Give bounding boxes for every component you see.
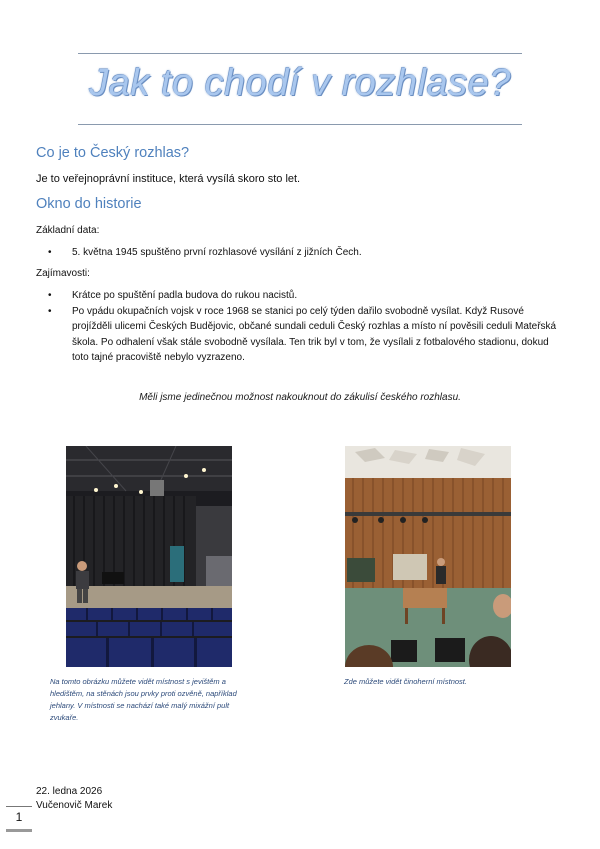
intro-note: Měli jsme jedinečnou možnost nakouknout do zákulisí českého rozhlasu.	[139, 392, 461, 403]
page-number: 1	[15, 810, 23, 824]
list-item-text: Po vpádu okupačních vojsk v roce 1968 se stanici po celý týden dařilo svobodně vysílat. Když Rusové projížděli ulicemi Českých Budějovic, občané sundali ceduli Český rozhlas a místo ní pověsili ceduli Mateřská škola. Po odhalení však stále svobodně vysílala. Ten trik byl v tom, že vysílali z fotbalového stadionu, dokud toto tajné pracoviště nebylo vyzrazeno.	[72, 305, 557, 363]
facts-label: Zajímavosti:	[36, 268, 90, 279]
page-number-box	[6, 806, 32, 832]
stage-room-caption: Na tomto obrázku můžete vidět místnost s jevištěm a hledištěm, na stěnách jsou prvky proti ozvěně, například jehlany. V místnosti se nachází také malý mixážní pult zvukaře.	[50, 677, 237, 722]
drama-room-photo	[345, 446, 511, 667]
list-item	[36, 288, 562, 304]
section-text-what-is: Je to veřejnoprávní instituce, která vysílá skoro sto let.	[36, 173, 301, 185]
stage-room-illustration	[66, 446, 232, 667]
footer-author: Vučenovič Marek	[36, 800, 113, 811]
section-heading-history: Okno do historie	[36, 196, 142, 212]
page-title: Jak to chodí v rozhlase?	[89, 62, 511, 104]
bullet-icon: •	[48, 305, 52, 317]
list-item-text: Krátce po spuštění padla budova do rukou nacistů.	[72, 290, 298, 301]
footer-date: 22. ledna 2026	[36, 786, 103, 797]
basic-data-list	[36, 245, 556, 261]
title-bottom-rule	[78, 124, 522, 125]
list-item	[36, 245, 556, 261]
bullet-icon: •	[48, 247, 52, 258]
stage-room-photo	[66, 446, 232, 667]
facts-list	[36, 288, 562, 366]
list-item	[36, 304, 562, 366]
basic-data-label: Základní data:	[36, 225, 100, 236]
drama-room-caption: Zde můžete vidět činoherní místnost.	[344, 677, 467, 686]
title-top-rule	[78, 53, 522, 54]
drama-room-illustration	[345, 446, 511, 667]
list-item-text: 5. května 1945 spuštěno první rozhlasové vysílání z jižních Čech.	[72, 247, 362, 258]
section-heading-what-is: Co je to Český rozhlas?	[36, 145, 190, 161]
bullet-icon: •	[48, 290, 52, 301]
